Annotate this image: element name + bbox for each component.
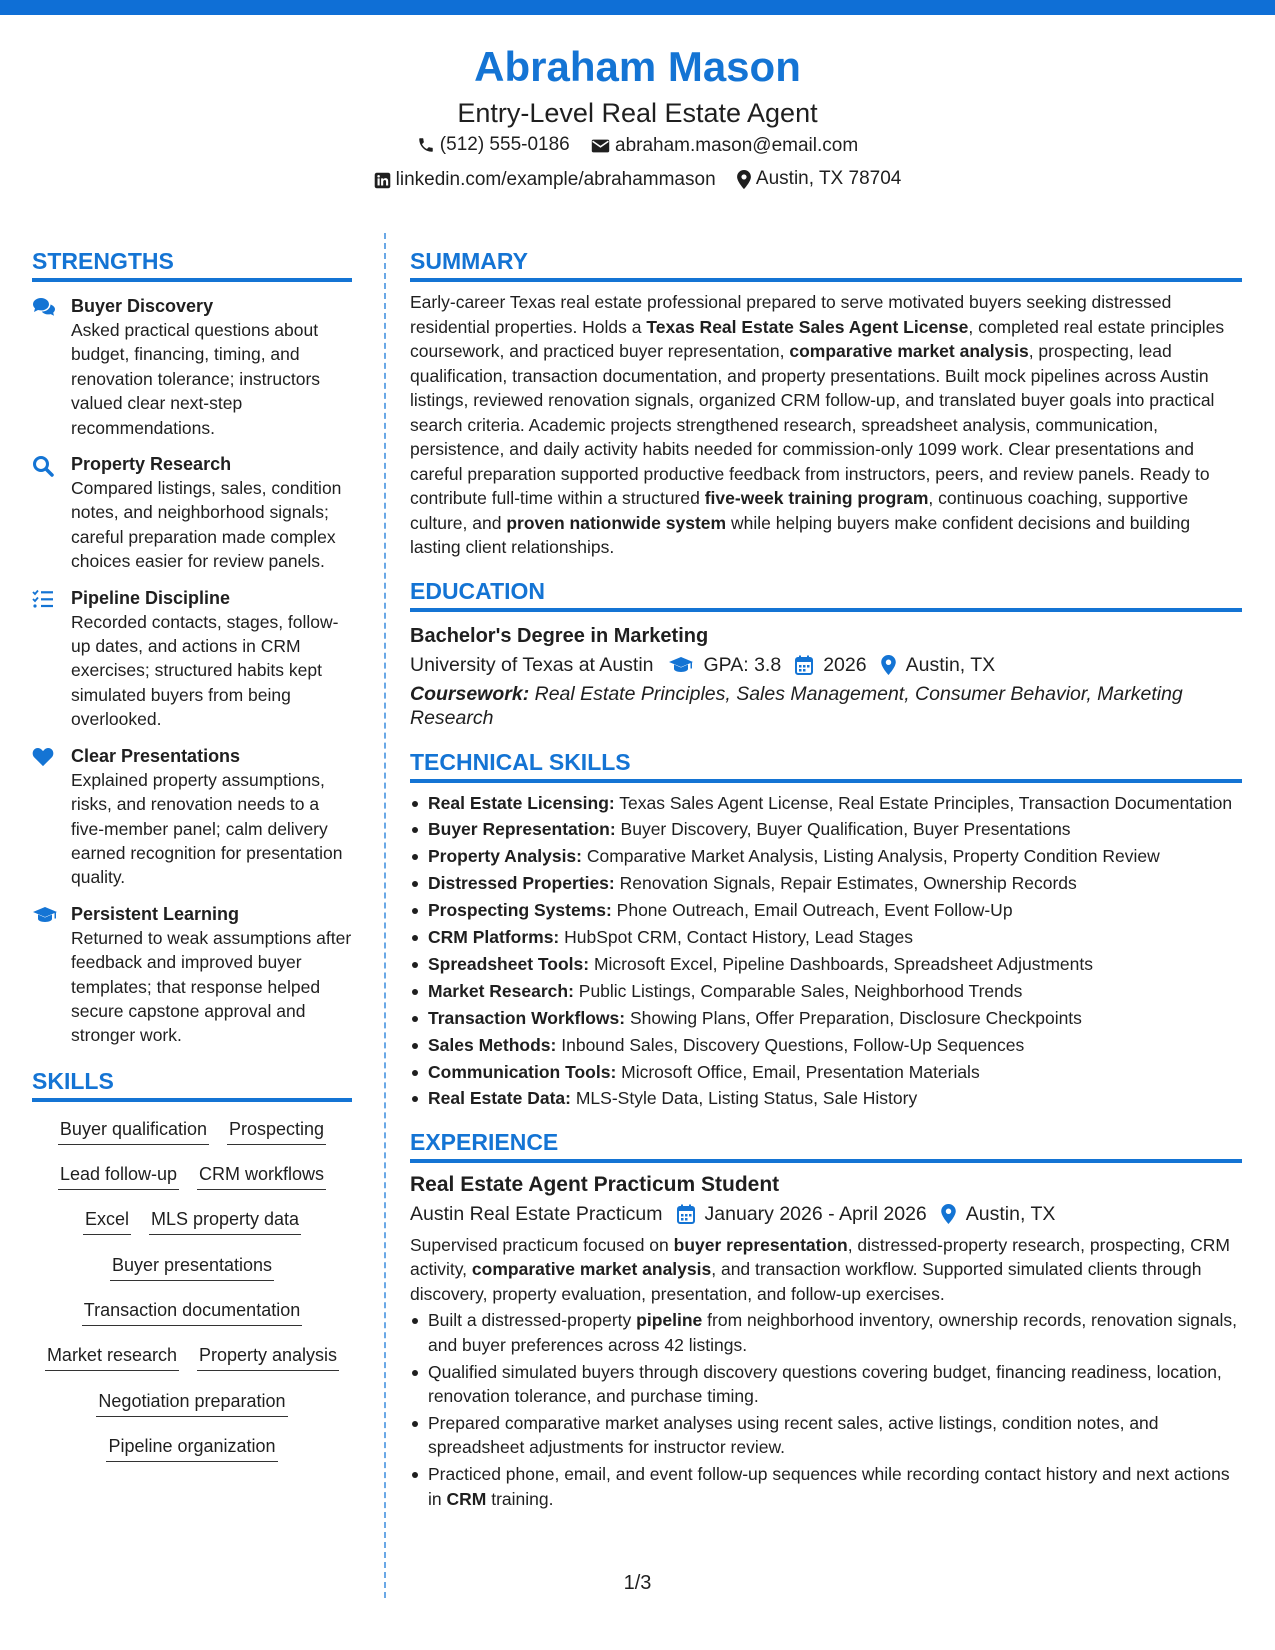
strength-title: Buyer Discovery (71, 296, 214, 316)
resume-header (0, 40, 1275, 199)
right-column (410, 246, 1242, 1514)
strength-description: Returned to weak assumptions after feedback and improved buyer templates; that response helped secure capstone approval and stronger work. (71, 927, 352, 1046)
summary-text (410, 290, 1242, 560)
bold-text: comparative market analysis (471, 1259, 712, 1280)
skill-tag: Market research (45, 1342, 179, 1371)
skill-tag: Property analysis (197, 1342, 339, 1371)
coursework-label: Coursework: (410, 682, 530, 705)
technical-skill-item (410, 952, 1242, 976)
skill-tag: Negotiation preparation (96, 1388, 287, 1417)
skill-category: Communication Tools: (428, 1061, 617, 1082)
text-run: , and transaction workflow. Supported simulated clients through discovery, property evaluation, presentation, and follow-up exercises. (410, 1259, 1202, 1304)
school-name: University of Texas at Austin (410, 653, 654, 676)
bold-text: comparative market analysis (789, 341, 1029, 361)
strength-title: Property Research (71, 454, 232, 475)
education-meta (410, 650, 1242, 680)
linkedin-icon (374, 172, 391, 189)
text-run: Qualified simulated buyers through discovery questions covering budget, financing readiness, location, renovation tolerance, and purchase timing. (428, 1361, 1222, 1407)
text-run: Prepared comparative market analyses using recent sales, active listings, condition notes, and spreadsheet adjustments for instructor review. (428, 1413, 1159, 1458)
experience-bullets (410, 1308, 1242, 1511)
skill-row (32, 1297, 352, 1342)
strength-title: Clear Presentations (71, 745, 241, 766)
edu-location-item (881, 650, 996, 680)
text-run: , continuous coaching, supportive culture, and (410, 488, 1189, 533)
job-title: Real Estate Agent Practicum Student (410, 1172, 780, 1196)
email-item[interactable] (591, 131, 858, 161)
skill-category: Property Analysis: (428, 846, 582, 867)
strength-description: Recorded contacts, stages, follow-up dates, and actions in CRM exercises; structured habits kept simulated buyers from being overlooked. (71, 611, 339, 730)
dates-item (677, 1199, 927, 1229)
bold-text: Texas Real Estate Sales Agent License (646, 316, 969, 337)
skill-category: Transaction Workflows: (428, 1007, 626, 1028)
skill-category: Buyer Representation: (428, 819, 616, 840)
skill-row (32, 1433, 352, 1478)
skill-values: Public Listings, Comparable Sales, Neighborhood Trends (573, 980, 1023, 1001)
skill-tag: Excel (83, 1206, 131, 1235)
technical-skill-item (410, 898, 1242, 922)
bold-text: CRM (446, 1488, 487, 1509)
graduation-cap-icon (32, 905, 56, 927)
location-item (737, 164, 901, 194)
technical-skills-heading: TECHNICAL SKILLS (410, 747, 1242, 783)
bold-text: buyer representation (673, 1234, 848, 1255)
year-item (795, 650, 866, 680)
skill-category: Prospecting Systems: (428, 900, 612, 921)
comments-icon (32, 297, 56, 319)
linkedin-item[interactable] (374, 165, 716, 195)
text-run: Built a distressed-property (428, 1310, 637, 1331)
skill-tag: Buyer qualification (58, 1116, 209, 1145)
skill-values: Comparative Market Analysis, Listing Analysis, Property Condition Review (582, 846, 1160, 867)
text-run: from neighborhood inventory, ownership records, renovation signals, and buyer preferences across 42 listings. (428, 1310, 1237, 1355)
degree-title: Bachelor's Degree in Marketing (410, 624, 709, 647)
experience-bullet (410, 1308, 1242, 1357)
dates-text: January 2026 - April 2026 (704, 1202, 927, 1225)
contact-line-1 (0, 130, 1275, 164)
org-name: Austin Real Estate Practicum (410, 1202, 663, 1225)
skill-values: Microsoft Office, Email, Presentation Materials (616, 1061, 980, 1082)
strength-item (32, 294, 352, 440)
skill-category: CRM Platforms: (428, 927, 560, 948)
skill-tag: MLS property data (149, 1206, 301, 1235)
heart-icon (32, 747, 56, 769)
experience-bullet (410, 1462, 1242, 1511)
strength-description: Asked practical questions about budget, financing, timing, and renovation tolerance; instructors valued clear next-step recommendations. (71, 320, 321, 438)
skill-values: Inbound Sales, Discovery Questions, Follow-Up Sequences (556, 1034, 1025, 1055)
contact-line-2 (0, 164, 1275, 199)
calendar-icon (795, 655, 813, 675)
technical-skill-item (410, 817, 1242, 841)
technical-skill-item (410, 1060, 1242, 1084)
strength-title: Persistent Learning (71, 903, 240, 924)
technical-skills-list (410, 791, 1242, 1111)
technical-skill-item (410, 925, 1242, 949)
text-run: Practiced phone, email, and event follow-up sequences while recording contact history and next actions in (428, 1464, 1230, 1509)
bold-text: pipeline (636, 1310, 703, 1331)
coursework-list: Real Estate Principles, Sales Management, Consumer Behavior, Marketing Research (410, 682, 1183, 729)
skill-row (32, 1206, 352, 1251)
text-run: training. (486, 1488, 554, 1509)
candidate-name: Abraham Mason (474, 43, 801, 90)
strength-item (32, 586, 352, 732)
skill-row (32, 1116, 352, 1161)
phone-text: (512) 555-0186 (439, 134, 570, 155)
technical-skill-item (410, 871, 1242, 895)
skill-category: Market Research: (428, 980, 574, 1001)
top-accent-bar (0, 0, 1275, 15)
education-heading: EDUCATION (410, 576, 1242, 612)
page-number: 1/3 (623, 1572, 652, 1594)
skill-row (32, 1388, 352, 1433)
phone-item (417, 130, 570, 160)
strength-description: Explained property assumptions, risks, and renovation needs to a five-member panel; calm delivery earned recognition for presentation quality. (71, 769, 343, 888)
technical-skill-item (410, 1086, 1242, 1110)
search-icon (32, 455, 56, 477)
technical-skill-item (410, 844, 1242, 868)
skills-list (32, 1116, 352, 1478)
location-text: Austin, TX 78704 (755, 168, 902, 189)
strength-item (32, 744, 352, 890)
edu-location-text: Austin, TX (905, 653, 996, 676)
gpa-item (668, 650, 782, 680)
skill-row (32, 1252, 352, 1297)
skill-tag: Lead follow-up (58, 1161, 179, 1190)
skill-row (32, 1342, 352, 1387)
job-location-text: Austin, TX (965, 1202, 1056, 1225)
text-run: , completed real estate principles coursework, and practiced buyer representation, (410, 316, 1225, 361)
experience-bullet (410, 1360, 1242, 1409)
coursework (410, 682, 1242, 731)
map-pin-icon (881, 655, 896, 675)
skill-category: Real Estate Licensing: (428, 792, 615, 813)
technical-skill-item (410, 791, 1242, 815)
skill-tag: Buyer presentations (110, 1252, 274, 1281)
strength-item (32, 902, 352, 1048)
linkedin-text: linkedin.com/example/abrahammason (395, 169, 716, 190)
text-run: Supervised practicum focused on (410, 1234, 674, 1255)
technical-skill-item (410, 979, 1242, 1003)
left-column (32, 246, 352, 1478)
skill-values: Microsoft Excel, Pipeline Dashboards, Spreadsheet Adjustments (589, 953, 1093, 974)
skill-tag: Prospecting (227, 1116, 326, 1145)
skill-values: Showing Plans, Offer Preparation, Disclosure Checkpoints (625, 1007, 1082, 1028)
experience-heading: EXPERIENCE (410, 1127, 1242, 1163)
experience-intro (410, 1233, 1242, 1307)
skill-values: MLS-Style Data, Listing Status, Sale History (570, 1088, 918, 1109)
skill-values: HubSpot CRM, Contact History, Lead Stages (559, 927, 913, 948)
gpa-text: GPA: 3.8 (703, 653, 782, 676)
skill-values: Renovation Signals, Repair Estimates, Ownership Records (614, 873, 1077, 894)
skill-category: Distressed Properties: (428, 873, 615, 894)
text-run: Early-career Texas real estate professional prepared to serve motivated buyers seeking distressed residential properties. Holds a (410, 292, 1172, 337)
text-run: , distressed-property research, prospecting, CRM activity, (410, 1234, 1230, 1280)
skill-category: Real Estate Data: (428, 1088, 571, 1109)
strengths-heading: STRENGTHS (32, 246, 352, 282)
map-pin-icon (941, 1204, 956, 1224)
candidate-title: Entry-Level Real Estate Agent (457, 98, 818, 128)
year-text: 2026 (823, 653, 867, 676)
column-divider (384, 233, 386, 1598)
technical-skill-item (410, 1033, 1242, 1057)
strength-title: Pipeline Discipline (71, 587, 231, 608)
skills-heading: SKILLS (32, 1066, 352, 1102)
bold-text: proven nationwide system (506, 512, 727, 533)
summary-heading: SUMMARY (410, 246, 1242, 282)
strength-item (32, 452, 352, 574)
skill-values: Phone Outreach, Email Outreach, Event Follow-Up (611, 900, 1013, 921)
checklist-icon (32, 589, 56, 611)
skill-tag: Pipeline organization (106, 1433, 277, 1462)
skill-category: Spreadsheet Tools: (428, 953, 590, 974)
text-run: while helping buyers make confident decisions and building lasting client relationships. (410, 512, 1191, 557)
graduation-cap-icon (668, 655, 694, 675)
map-pin-icon (737, 170, 751, 189)
job-meta (410, 1199, 1242, 1229)
phone-icon (417, 136, 435, 154)
bold-text: five-week training program (704, 488, 929, 508)
text-run: , prospecting, lead qualification, transaction documentation, and property presentations. Built mock pipelines across Austin listings, reviewed renovation signals, organized CRM follow-up, and translated buyer goals into practical search criteria. Academic projects strengthened research, spreadsheet analysis, communication, persistence, and daily activity habits needed for commission-only 1099 work. Clear presentations and careful preparation supported productive feedback from instructors, peers, and review panels. Ready to contribute full-time within a structured (410, 341, 1215, 508)
envelope-icon (591, 138, 610, 154)
calendar-icon (677, 1204, 695, 1224)
strength-description: Compared listings, sales, condition notes, and neighborhood signals; careful preparation made complex choices easier for review panels. (71, 478, 342, 572)
skill-values: Texas Sales Agent License, Real Estate Principles, Transaction Documentation (614, 792, 1233, 813)
skill-tag: CRM workflows (197, 1161, 326, 1190)
technical-skill-item (410, 1006, 1242, 1030)
strengths-list (32, 294, 352, 1048)
skill-category: Sales Methods: (428, 1034, 557, 1055)
job-location-item (941, 1199, 1056, 1229)
experience-bullet (410, 1411, 1242, 1460)
skill-values: Buyer Discovery, Buyer Qualification, Buyer Presentations (615, 819, 1071, 840)
email-text: abraham.mason@email.com (615, 135, 859, 156)
skill-tag: Transaction documentation (82, 1297, 302, 1326)
skill-row (32, 1161, 352, 1206)
